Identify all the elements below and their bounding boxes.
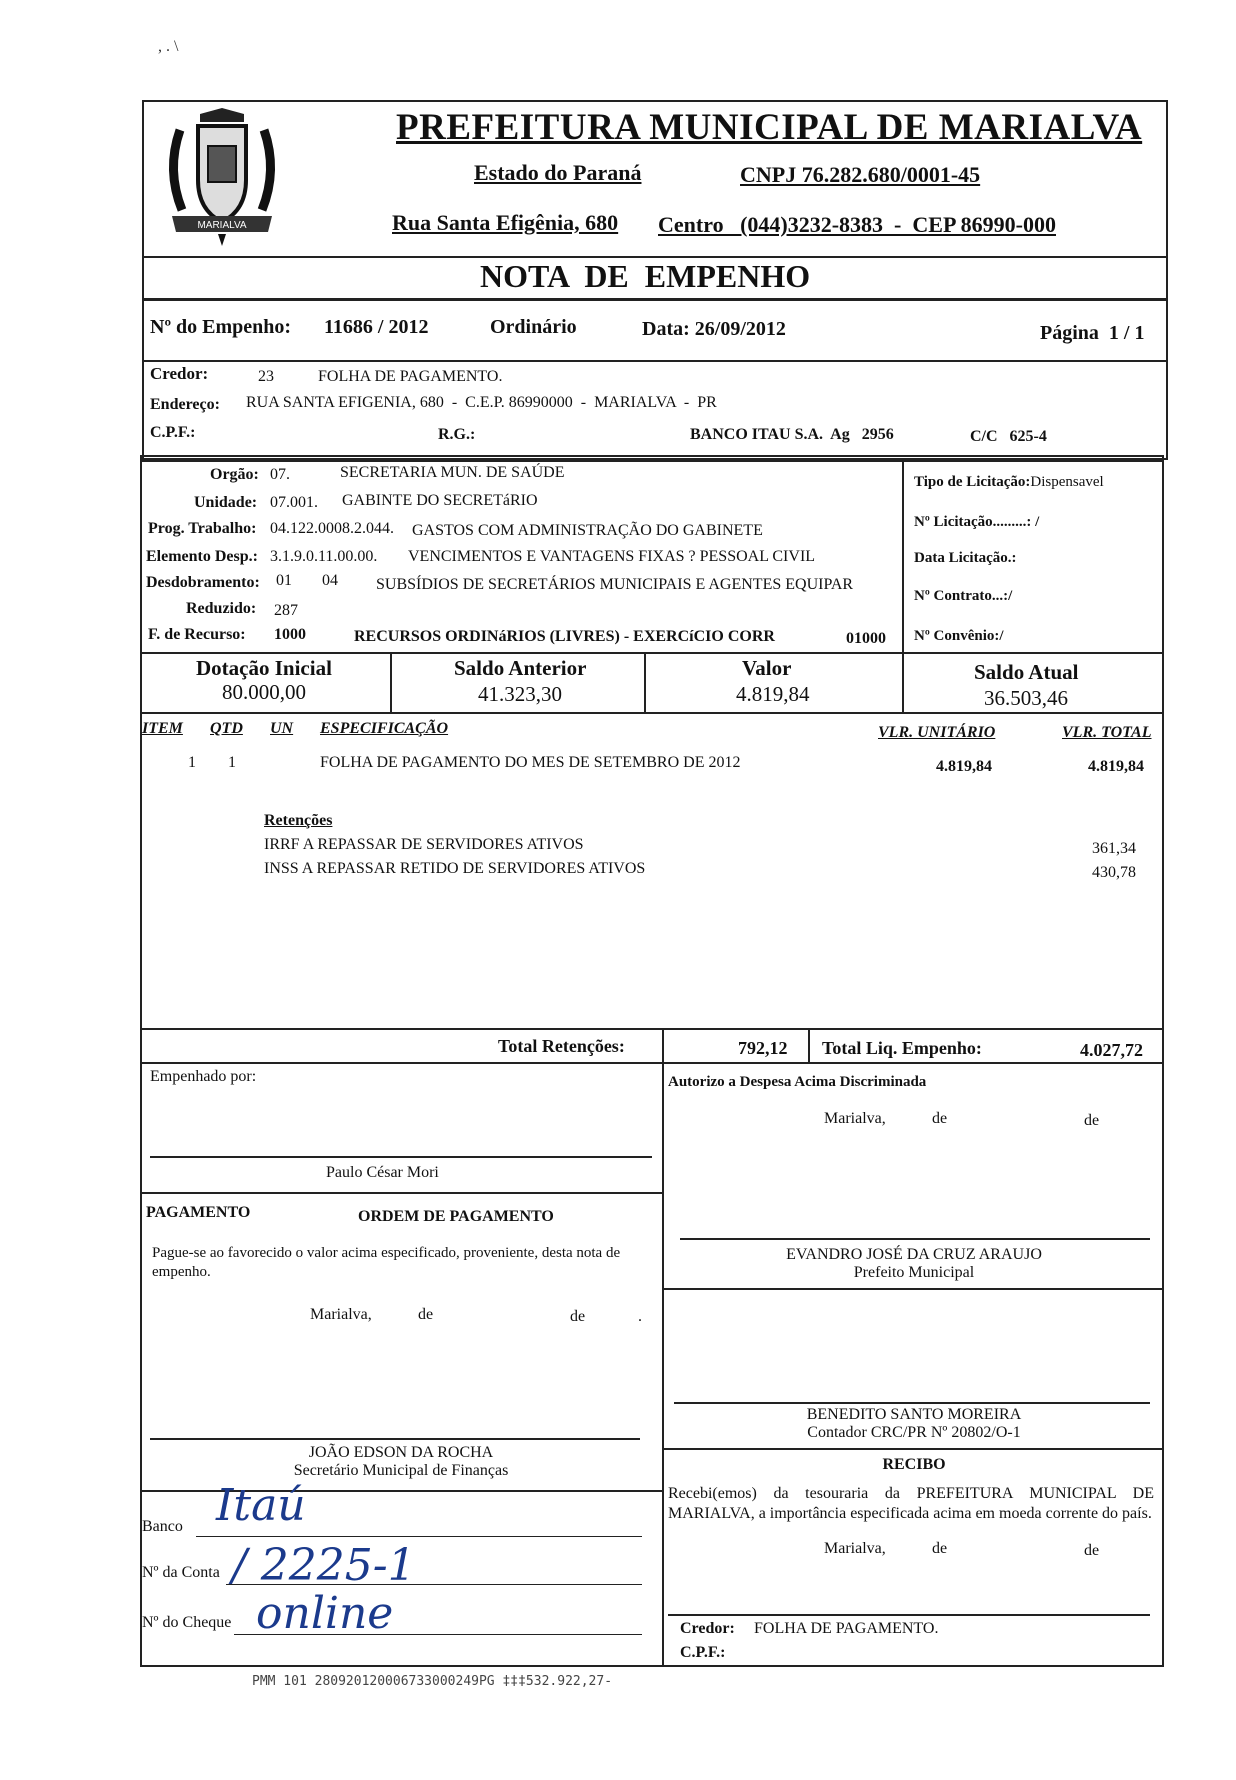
prefeito-role: Prefeito Municipal	[853, 1264, 975, 1281]
divider	[140, 1062, 1164, 1064]
header-address-rest: Centro (044)3232-8383 - CEP 86990-000	[658, 212, 1056, 237]
pagamento-text: Pague-se ao favorecido o valor acima especificado, proveniente, desta nota de empenho.	[152, 1245, 621, 1280]
empenho-type: Ordinário	[490, 316, 577, 338]
recurso-code: 1000	[274, 626, 306, 643]
autorizo-place: Marialva,	[824, 1110, 886, 1127]
prog-trabalho-code: 04.122.0008.2.044.	[270, 520, 394, 537]
saldo-atual-label: Saldo Atual	[974, 660, 1079, 684]
col-qtd: QTD	[210, 720, 243, 737]
divider	[140, 460, 1164, 462]
divider	[140, 1192, 662, 1194]
recibo-credor-value: FOLHA DE PAGAMENTO.	[754, 1620, 939, 1637]
divider	[662, 1448, 1164, 1450]
signature-line	[150, 1156, 652, 1158]
desdobramento-label: Desdobramento:	[146, 574, 260, 591]
elemento-code: 3.1.9.0.11.00.00.	[270, 548, 378, 565]
reduzido-value: 287	[274, 602, 298, 619]
item-especificacao: FOLHA DE PAGAMENTO DO MES DE SETEMBRO DE 2012	[320, 754, 741, 771]
item-number: 1	[188, 754, 196, 771]
total-liquido-value: 4.027,72	[1080, 1040, 1143, 1060]
unidade-label: Unidade:	[194, 494, 258, 511]
municipal-crest-icon	[152, 100, 292, 248]
autorizo-de1: de	[932, 1110, 948, 1127]
item-vlr-total: 4.819,84	[1088, 758, 1144, 775]
pagamento-de2: de	[570, 1308, 586, 1325]
divider	[140, 712, 1164, 714]
corner-marks: , . \	[158, 38, 179, 55]
orgao-code: 07.	[270, 466, 290, 483]
vertical-divider	[644, 652, 646, 712]
total-liquido-label: Total Liq. Empenho:	[822, 1038, 982, 1058]
recibo-place: Marialva,	[824, 1540, 886, 1557]
recibo-de2: de	[1084, 1542, 1100, 1559]
numero-contrato: Nº Contrato...:/	[914, 588, 1013, 604]
header-address-street: Rua Santa Efigênia, 680	[392, 210, 619, 235]
conta-handwriting: / 2225-1	[232, 1540, 416, 1591]
vertical-divider	[902, 460, 904, 652]
retencao-irrf-value: 361,34	[1092, 840, 1136, 857]
valor-label: Valor	[742, 656, 792, 680]
conta-label: Nº da Conta	[142, 1564, 220, 1581]
tipo-licitacao-label: Tipo de Licitação:	[914, 474, 1031, 490]
orgao-label: Orgão:	[210, 466, 259, 483]
divider	[140, 1028, 1164, 1030]
vertical-divider	[902, 652, 904, 712]
vertical-divider	[662, 1028, 664, 1666]
desdobramento-code1: 01	[276, 572, 292, 589]
item-qtd: 1	[228, 754, 236, 771]
data-licitacao: Data Licitação.:	[914, 550, 1017, 566]
svg-text:MARIALVA: MARIALVA	[197, 220, 247, 231]
pagamento-place: Marialva,	[310, 1306, 372, 1323]
rg-label: R.G.:	[438, 426, 476, 443]
saldo-anterior-value: 41.323,30	[478, 682, 562, 706]
recibo-credor-label: Credor:	[680, 1620, 735, 1637]
vertical-divider	[808, 1028, 810, 1062]
divider	[140, 652, 1164, 654]
cheque-handwriting: online	[256, 1588, 394, 1639]
divider	[142, 360, 1168, 362]
header-title: PREFEITURA MUNICIPAL DE MARIALVA	[396, 107, 1143, 148]
credor-name: FOLHA DE PAGAMENTO.	[318, 368, 503, 385]
empenhado-name: Paulo César Mori	[326, 1164, 439, 1181]
prog-trabalho-value: GASTOS COM ADMINISTRAÇÃO DO GABINETE	[412, 522, 763, 539]
recurso-code2: 01000	[846, 630, 886, 647]
desdobramento-code2: 04	[322, 572, 338, 589]
recibo-de1: de	[932, 1540, 948, 1557]
col-vlr-total: VLR. TOTAL	[1062, 724, 1152, 741]
col-especificacao: ESPECIFICAÇÃO	[320, 720, 449, 737]
signature-line	[674, 1402, 1150, 1404]
recurso-label: F. de Recurso:	[148, 626, 246, 643]
pagamento-dot: .	[638, 1308, 642, 1325]
autorizo-de2: de	[1084, 1112, 1100, 1129]
banco-line	[196, 1536, 642, 1537]
signature-line	[150, 1438, 640, 1440]
numero-convenio: Nº Convênio:/	[914, 628, 1004, 644]
empenho-number: 11686 / 2012	[324, 316, 429, 338]
total-retencoes-label: Total Retenções:	[498, 1036, 625, 1056]
credor-code: 23	[258, 368, 274, 385]
footer-code: PMM 101 280920120006733000249PG ‡‡‡532.922,27-	[252, 1674, 613, 1689]
desdobramento-value: SUBSÍDIOS DE SECRETÁRIOS MUNICIPAIS E AGENTES EQUIPAR	[376, 576, 854, 593]
cheque-label: Nº do Cheque	[142, 1614, 232, 1631]
ordem-pagamento-title: ORDEM DE PAGAMENTO	[358, 1208, 554, 1225]
recibo-title: RECIBO	[882, 1456, 946, 1473]
header-cnpj: CNPJ 76.282.680/0001-45	[740, 162, 981, 187]
pagamento-label: PAGAMENTO	[146, 1204, 251, 1221]
divider	[662, 1288, 1164, 1290]
vertical-divider	[390, 652, 392, 712]
divider	[142, 298, 1168, 301]
empenhado-label: Empenhado por:	[150, 1068, 257, 1085]
page-number: Página 1 / 1	[1040, 322, 1145, 344]
retencao-inss-desc: INSS A REPASSAR RETIDO DE SERVIDORES ATIVOS	[264, 860, 646, 877]
cpf-label: C.P.F.:	[150, 424, 196, 441]
recibo-text: Recebi(emos) da tesouraria da PREFEITURA MUNICIPAL DE MARIALVA, a importância especificada acima em moeda corrente do país.	[668, 1485, 1154, 1522]
total-retencoes-value: 792,12	[738, 1038, 788, 1058]
col-item: ITEM	[142, 720, 183, 737]
empenho-date: Data: 26/09/2012	[642, 318, 786, 340]
empenho-number-label: Nº do Empenho:	[150, 316, 292, 338]
contador-role: Contador CRC/PR Nº 20802/O-1	[807, 1424, 1021, 1441]
endereco-value: RUA SANTA EFIGENIA, 680 - C.E.P. 86990000 - MARIALVA - PR	[246, 394, 717, 411]
reduzido-label: Reduzido:	[186, 600, 257, 617]
unidade-value: GABINTE DO SECRETáRIO	[342, 492, 538, 509]
valor-value: 4.819,84	[736, 682, 810, 706]
secretario-role: Secretário Municipal de Finanças	[293, 1462, 509, 1479]
signature-line	[668, 1614, 1150, 1616]
recibo-cpf-label: C.P.F.:	[680, 1644, 726, 1661]
orgao-value: SECRETARIA MUN. DE SAÚDE	[340, 464, 565, 481]
retencoes-title: Retenções	[264, 812, 333, 829]
tipo-licitacao	[914, 474, 1104, 491]
unidade-code: 07.001.	[270, 494, 318, 511]
recurso-value: RECURSOS ORDINáRIOS (LIVRES) - EXERCíCIO CORR	[354, 628, 775, 645]
signature-line	[680, 1238, 1150, 1240]
elemento-label: Elemento Desp.:	[146, 548, 258, 565]
dotacao-inicial-value: 80.000,00	[222, 680, 306, 704]
saldo-atual-value: 36.503,46	[984, 686, 1068, 710]
col-vlr-unitario: VLR. UNITÁRIO	[878, 724, 996, 741]
contador-name: BENEDITO SANTO MOREIRA	[806, 1406, 1022, 1423]
dotacao-inicial-label: Dotação Inicial	[196, 656, 332, 680]
header-state: Estado do Paraná	[474, 160, 642, 185]
item-vlr-unitario: 4.819,84	[936, 758, 992, 775]
credor-label: Credor:	[150, 364, 209, 383]
banco-handwriting: Itaú	[216, 1480, 306, 1531]
tipo-licitacao-value: Dispensavel	[1030, 474, 1104, 490]
numero-licitacao: Nº Licitação.........: /	[914, 514, 1040, 530]
retencao-irrf-desc: IRRF A REPASSAR DE SERVIDORES ATIVOS	[264, 836, 584, 853]
account-cc: C/C 625-4	[970, 428, 1047, 445]
prog-trabalho-label: Prog. Trabalho:	[148, 520, 257, 537]
banco-label: Banco	[142, 1518, 183, 1535]
endereco-label: Endereço:	[150, 396, 220, 413]
retencao-inss-value: 430,78	[1092, 864, 1136, 881]
saldo-anterior-label: Saldo Anterior	[454, 656, 587, 680]
col-un: UN	[270, 720, 294, 737]
prefeito-name: EVANDRO JOSÉ DA CRUZ ARAUJO	[786, 1246, 1042, 1263]
document-title: NOTA DE EMPENHO	[480, 258, 811, 294]
bank-info: BANCO ITAU S.A. Ag 2956	[690, 426, 894, 443]
secretario-name: JOÃO EDSON DA ROCHA	[308, 1444, 494, 1461]
elemento-value: VENCIMENTOS E VANTAGENS FIXAS ? PESSOAL CIVIL	[408, 548, 816, 565]
pagamento-de1: de	[418, 1306, 434, 1323]
autorizo-label: Autorizo a Despesa Acima Discriminada	[668, 1074, 927, 1090]
